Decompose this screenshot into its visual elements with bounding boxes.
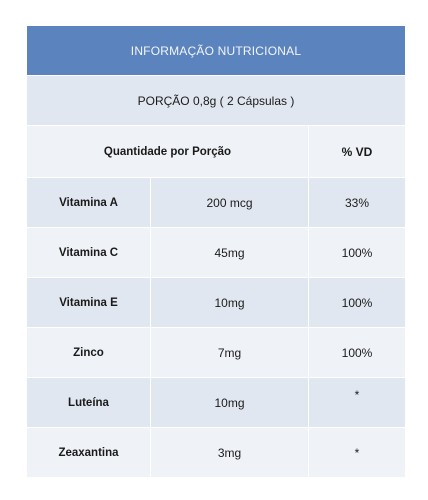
nutrient-name: Zeaxantina — [27, 428, 151, 478]
nutrient-vd: 33% — [309, 178, 406, 228]
table-row — [27, 378, 406, 428]
table-row — [27, 228, 406, 278]
nutrient-amount: 10mg — [151, 378, 309, 428]
nutrient-amount: 10mg — [151, 278, 309, 328]
table-row — [27, 328, 406, 378]
nutrient-vd: 100% — [309, 328, 406, 378]
nutrient-amount: 3mg — [151, 428, 309, 478]
nutrient-name: Luteína — [27, 378, 151, 428]
portion-label: PORÇÃO 0,8g ( 2 Cápsulas ) — [27, 76, 406, 126]
nutrient-name: Vitamina C — [27, 228, 151, 278]
table-row — [27, 278, 406, 328]
portion-row — [27, 76, 406, 126]
nutrient-amount: 200 mcg — [151, 178, 309, 228]
nutrient-name: Zinco — [27, 328, 151, 378]
nutrient-amount: 7mg — [151, 328, 309, 378]
nutrient-vd: 100% — [309, 278, 406, 328]
nutrient-vd: 100% — [309, 228, 406, 278]
table-title: INFORMAÇÃO NUTRICIONAL — [27, 26, 406, 76]
nutrition-table — [26, 26, 406, 478]
column-header-row — [27, 126, 406, 178]
nutrient-vd: * — [309, 378, 406, 428]
table-row — [27, 428, 406, 478]
nutrient-name: Vitamina A — [27, 178, 151, 228]
quantity-column-header: Quantidade por Porção — [27, 126, 309, 178]
title-row — [27, 26, 406, 76]
nutrient-vd: * — [309, 428, 406, 478]
table-row — [27, 178, 406, 228]
vd-column-header: % VD — [309, 126, 406, 178]
nutrient-name: Vitamina E — [27, 278, 151, 328]
nutrient-amount: 45mg — [151, 228, 309, 278]
